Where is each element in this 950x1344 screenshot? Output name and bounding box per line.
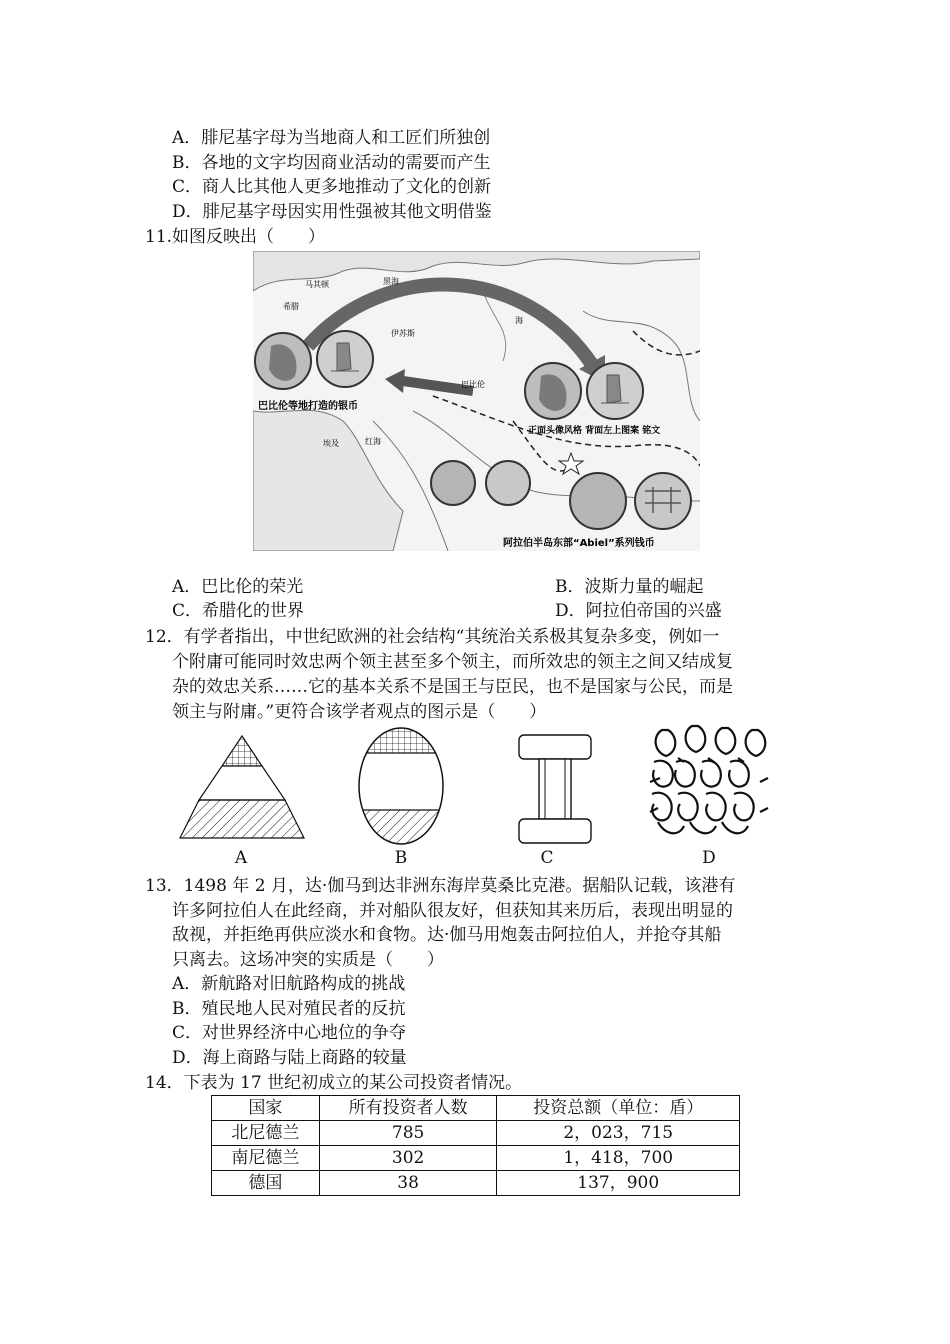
caption-babylon-coins: 巴比伦等地打造的银币 (258, 401, 358, 412)
q13-option-b: B．殖民地人民对殖民者的反抗 (172, 999, 406, 1019)
figure-label-b: B (394, 848, 408, 868)
q12-line-2: 个附庸可能同时效忠两个领主甚至多个领主，而所效忠的领主之间又结成复 (172, 652, 733, 672)
label-greece: 希腊 (283, 302, 299, 311)
q13-line-3: 敌视，并拒绝再供应淡水和食物。达·伽马用炮轰击阿拉伯人，并抢夺其船 (172, 925, 722, 945)
label-black-sea: 黑海 (383, 277, 399, 286)
label-macedonia: 马其顿 (305, 280, 329, 289)
q13-line-2: 许多阿拉伯人在此经商，并对船队很友好，但获知其来历后，表现出明显的 (172, 901, 733, 921)
q10-option-d: D．腓尼基字母因实用性强被其他文明借鉴 (172, 202, 492, 222)
table-cell: 南尼德兰 (212, 1146, 320, 1171)
abiel-coin-3 (570, 473, 626, 529)
coin-head-right (525, 363, 581, 419)
table-header: 所有投资者人数 (319, 1096, 497, 1121)
coin-head-left (255, 333, 311, 389)
table-row (212, 1121, 740, 1146)
q11-option-a: A．巴比伦的荣光 (172, 577, 304, 597)
q12-line-4: 领主与附庸。”更符合该学者观点的图示是（ ） (172, 702, 547, 722)
label-egypt: 埃及 (323, 439, 339, 448)
caption-abiel-coins: 阿拉伯半岛东部“Abiel”系列钱币 (503, 538, 655, 549)
abiel-coin-1 (431, 461, 475, 505)
q12-line-1: 12．有学者指出，中世纪欧洲的社会结构“其统治关系极其复杂多变，例如一 (145, 627, 720, 647)
abiel-coin-4 (635, 473, 691, 529)
figure-a-pyramid (178, 733, 306, 841)
caption-coin-features: 正面头像风格 背面左上图案 铭文 (528, 426, 661, 436)
q11-option-d: D．阿拉伯帝国的兴盛 (555, 601, 722, 621)
table-cell: 1，418，700 (497, 1146, 740, 1171)
coin-map-figure (253, 251, 700, 551)
figure-b-oval (356, 725, 446, 847)
table-row (212, 1171, 740, 1196)
q13-option-a: A．新航路对旧航路构成的挑战 (172, 974, 406, 994)
table-cell: 785 (319, 1121, 497, 1146)
table-cell: 302 (319, 1146, 497, 1171)
q13-option-c: C．对世界经济中心地位的争夺 (172, 1023, 407, 1043)
q10-option-a: A．腓尼基字母为当地商人和工匠们所独创 (172, 128, 491, 148)
label-red-sea: 红海 (365, 437, 381, 446)
table-cell: 2，023，715 (497, 1121, 740, 1146)
coin-seated-left (317, 331, 373, 387)
label-sea: 海 (515, 316, 523, 325)
q13-option-d: D．海上商路与陆上商路的较量 (172, 1048, 407, 1068)
abiel-coin-2 (486, 461, 530, 505)
figure-label-c: C (540, 848, 554, 868)
q12-line-3: 杂的效忠关系……它的基本关系不是国王与臣民，也不是国家与公民，而是 (172, 677, 733, 697)
table-row (212, 1146, 740, 1171)
q11-option-b: B．波斯力量的崛起 (555, 577, 704, 597)
figure-label-d: D (702, 848, 716, 868)
label-babylon: 巴比伦 (461, 380, 485, 389)
investor-table (211, 1095, 740, 1196)
figure-d-tangled-net (648, 722, 770, 842)
figure-label-a: A (234, 848, 248, 868)
table-cell: 38 (319, 1171, 497, 1196)
figure-c-i-shape (515, 733, 595, 845)
table-header: 投资总额（单位：盾） (497, 1096, 740, 1121)
q10-option-b: B．各地的文字均因商业活动的需要而产生 (172, 153, 491, 173)
q11-option-c: C．希腊化的世界 (172, 601, 305, 621)
q13-line-1: 13．1498 年 2 月，达·伽马到达非洲东海岸莫桑比克港。据船队记载，该港有 (145, 876, 736, 896)
table-header-row (212, 1096, 740, 1121)
q11-stem: 11.如图反映出（ ） (145, 227, 326, 247)
table-header: 国家 (212, 1096, 320, 1121)
q14-stem: 14．下表为 17 世纪初成立的某公司投资者情况。 (145, 1073, 523, 1093)
table-cell: 德国 (212, 1171, 320, 1196)
q10-option-c: C．商人比其他人更多地推动了文化的创新 (172, 177, 492, 197)
coin-seated-right (587, 363, 643, 419)
table-cell: 北尼德兰 (212, 1121, 320, 1146)
table-cell: 137，900 (497, 1171, 740, 1196)
label-issus: 伊苏斯 (391, 329, 415, 338)
q13-line-4: 只离去。这场冲突的实质是（ ） (172, 950, 444, 970)
